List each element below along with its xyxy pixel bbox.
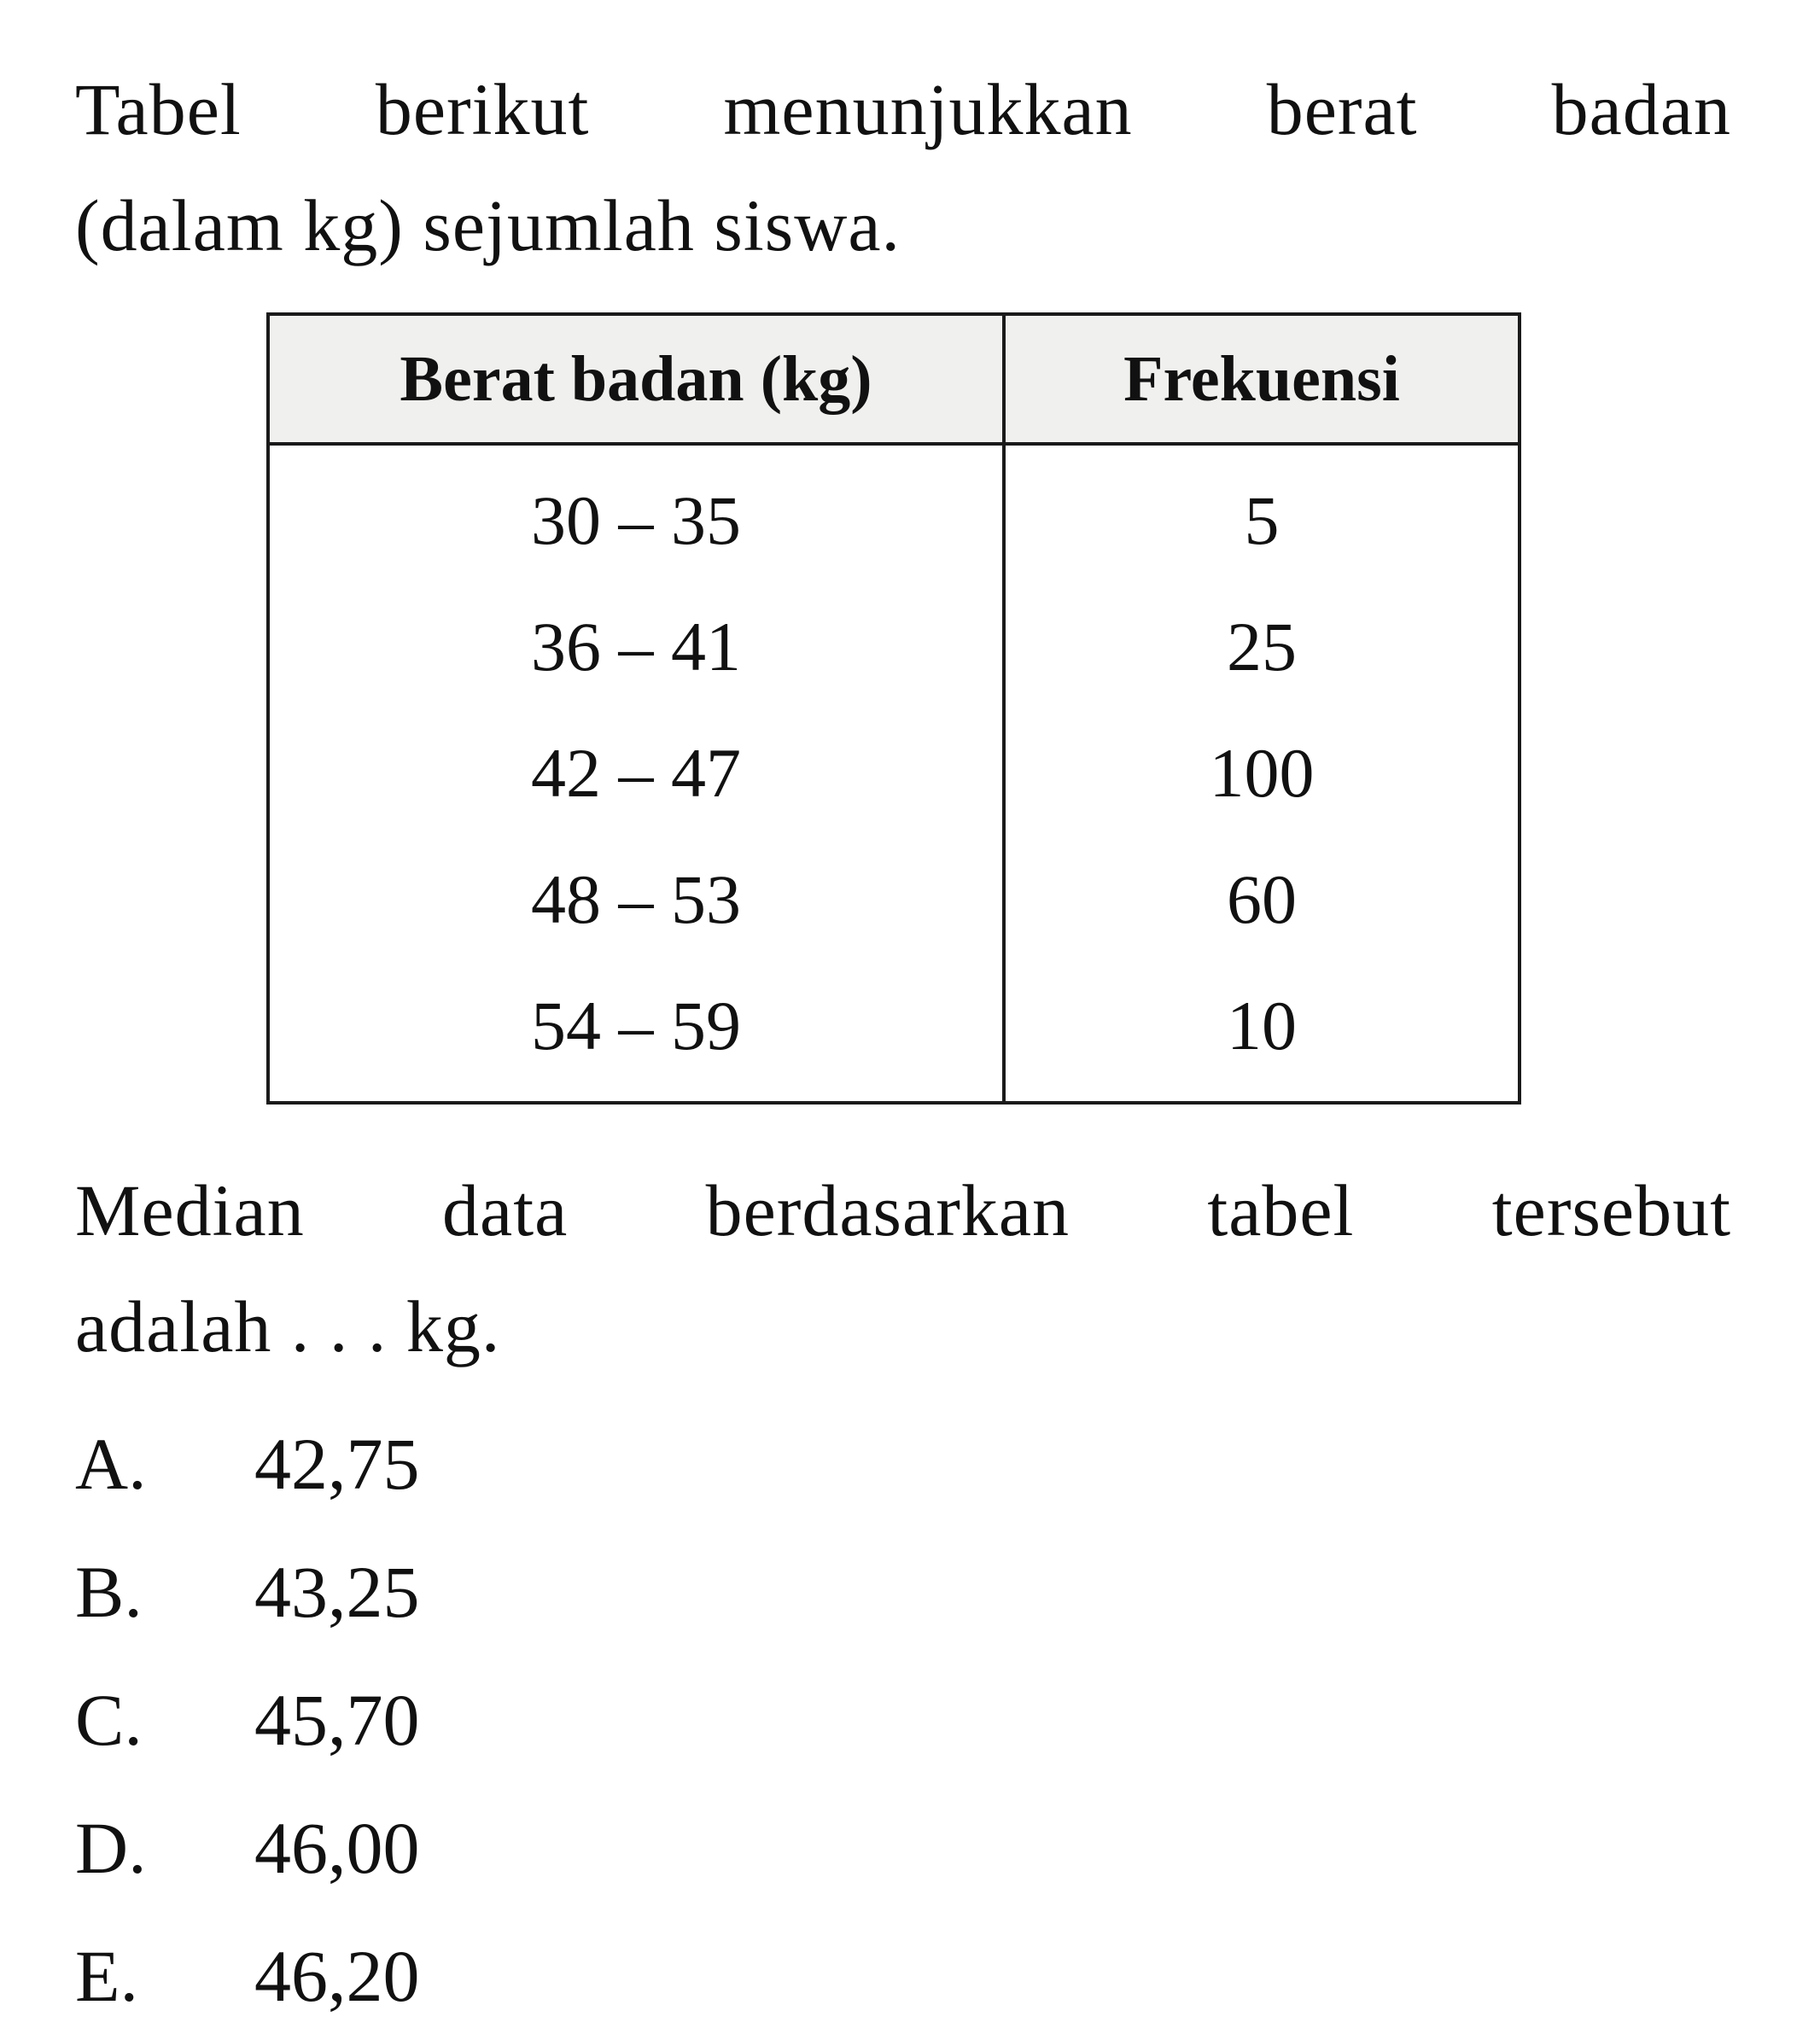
option-letter: B. — [75, 1551, 143, 1633]
question-line-1: Median data berdasarkan tabel tersebut — [75, 1169, 1731, 1251]
cell-frequency: 5 — [1004, 444, 1520, 584]
table-row — [268, 584, 1520, 710]
header-weight: Berat badan (kg) — [268, 314, 1004, 444]
table-row — [268, 444, 1520, 584]
option-letter: E. — [75, 1935, 139, 2017]
intro-line-2: (dalam kg) sejumlah siswa. — [75, 184, 901, 266]
cell-frequency: 25 — [1004, 584, 1520, 710]
option-value: 46,00 — [254, 1807, 420, 1889]
question-paragraph — [75, 1152, 1731, 1384]
cell-frequency: 60 — [1004, 836, 1520, 963]
option-e[interactable] — [75, 1912, 420, 2040]
option-letter: A. — [75, 1423, 147, 1505]
option-value: 42,75 — [254, 1423, 420, 1505]
table-header-row — [268, 314, 1520, 444]
header-frequency: Frekuensi — [1004, 314, 1520, 444]
option-d[interactable] — [75, 1784, 420, 1912]
cell-range: 48 – 53 — [268, 836, 1004, 963]
cell-range: 36 – 41 — [268, 584, 1004, 710]
weight-frequency-table — [266, 312, 1521, 1105]
table-row — [268, 710, 1520, 836]
option-letter: D. — [75, 1807, 147, 1889]
option-value: 43,25 — [254, 1551, 420, 1633]
cell-range: 42 – 47 — [268, 710, 1004, 836]
option-b[interactable] — [75, 1528, 420, 1656]
table-row — [268, 963, 1520, 1103]
table-row — [268, 836, 1520, 963]
option-value: 45,70 — [254, 1679, 420, 1761]
option-letter: C. — [75, 1679, 143, 1761]
intro-paragraph — [75, 51, 1731, 283]
cell-range: 54 – 59 — [268, 963, 1004, 1103]
option-value: 46,20 — [254, 1935, 420, 2017]
question-line-2: adalah . . . kg. — [75, 1285, 501, 1367]
intro-line-1: Tabel berikut menunjukkan berat badan — [75, 68, 1731, 150]
cell-range: 30 – 35 — [268, 444, 1004, 584]
option-a[interactable] — [75, 1400, 420, 1528]
cell-frequency: 10 — [1004, 963, 1520, 1103]
cell-frequency: 100 — [1004, 710, 1520, 836]
option-c[interactable] — [75, 1656, 420, 1784]
answer-options — [75, 1400, 420, 2040]
